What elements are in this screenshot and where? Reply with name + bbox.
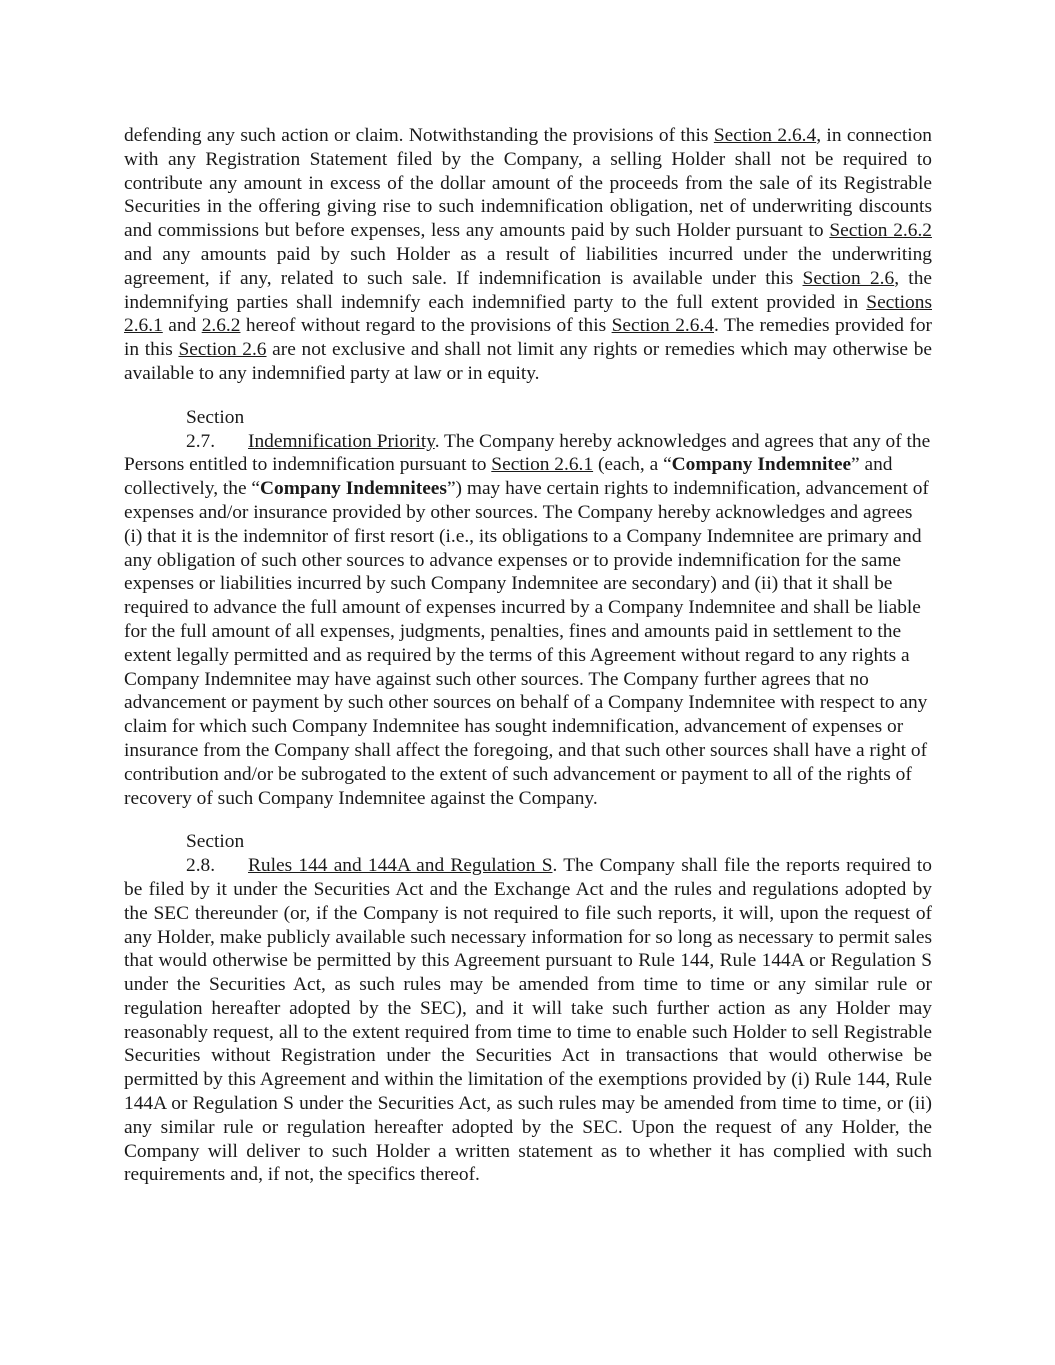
defined-term-company-indemnitees: Company Indemnitees	[260, 478, 447, 500]
para1-text-2: , in connection with any Registration Statement filed by the Company, a selling Holder shall not be required to contribute any amount in excess of the dollar amount of the proceeds from the sale of its Registrable Securities in the offering giving rise to such indemnification obligation, net of underwriting discounts and commissions but before expenses, less any amounts paid by such Holder pursuant to	[124, 125, 932, 242]
section-2-7-text-4: ”) may have certain rights to indemnification, advancement of expenses and/or insurance provided by other sources. The Company hereby acknowledges and agrees (i) that it is the indemnitor of first resort (i.e., its obligations to a Company Indemnitee are primary and any obligation of such other sources to advance expenses or to provide indemnification for the same expenses or liabilities incurred by such Company Indemnitee are secondary) and (ii) that it shall be required to advance the full amount of expenses incurred by a Company Indemnitee and shall be liable for the full amount of all expenses, judgments, penalties, fines and amounts paid in settlement to the extent legally permitted and as required by the terms of this Agreement without regard to any rights a Company Indemnitee may have against such other sources. The Company further agrees that no advancement or payment by such other sources on behalf of a Company Indemnitee with respect to any claim for which such Company Indemnitee has sought indemnification, advancement of expenses or insurance from the Company shall affect the foregoing, and that such other sources shall have a right of contribution and/or be subrogated to the extent of such advancement or payment to all of the rights of recovery of such Company Indemnitee against the Company.	[124, 478, 929, 809]
para1-text-3: and any amounts paid by such Holder as a result of liabilities incurred under the underwriting agreement, if any, related to such sale. If indemnification is available under this	[124, 243, 932, 289]
section-ref-2-6-4-second: Section 2.6.4	[611, 315, 714, 337]
section-2-7-number: Section 2.7.	[186, 406, 245, 452]
section-2-7-title: Indemnification Priority	[248, 430, 435, 452]
para1-text-4: , the indemnifying parties shall indemnify each indemnified party to the full extent provided in	[124, 267, 932, 313]
para1-text-1: defending any such action or claim. Notwithstanding the provisions of this	[124, 125, 714, 146]
section-ref-2-6-2-short: 2.6.2	[201, 315, 241, 337]
document-page	[124, 124, 932, 1187]
section-2-7-text-2: (each, a “	[593, 454, 672, 476]
para1-text-8: are not exclusive and shall not limit any rights or remedies which may otherwise be available to any indemnified party at law or in equity.	[124, 339, 933, 384]
defined-term-company-indemnitee: Company Indemnitee	[671, 454, 852, 476]
section-ref-2-6-4: Section 2.6.4	[713, 125, 817, 146]
section-2-7-ref-2-6-1: Section 2.6.1	[491, 454, 594, 476]
section-ref-2-6-1: Sections 2.6.1	[124, 291, 932, 337]
para1-text-7: . The remedies provided for in this	[124, 315, 932, 361]
section-2-7-text-1: . The Company hereby acknowledges and agrees that any of the Persons entitled to indemnification pursuant to	[124, 430, 931, 476]
section-2-8-number: Section 2.8.	[186, 831, 245, 877]
section-2-7	[124, 406, 932, 811]
section-ref-2-6-2: Section 2.6.2	[829, 220, 932, 242]
paragraph-indemnification-contribution	[124, 124, 932, 386]
paragraph-spacer	[124, 810, 932, 830]
section-ref-2-6: Section 2.6	[802, 267, 895, 289]
section-ref-2-6-second: Section 2.6	[178, 339, 267, 361]
section-2-8-body: . The Company shall file the reports required to be filed by it under the Securities Act and the Exchange Act and the rules and regulations adopted by the SEC thereunder (or, if the Company is not required to file such reports, it will, upon the request of any Holder, make publicly available such necessary information for so long as necessary to permit sales that would otherwise be permitted by this Agreement pursuant to Rule 144, Rule 144A or Regulation S under the Securities Act, as such rules may be amended from time to time or any similar rule or regulation hereafter adopted by the SEC), and it will take such further action as any Holder may reasonably request, all to the extent required from time to time to enable such Holder to sell Registrable Securities without Registration under the Securities Act in transactions that would otherwise be permitted by this Agreement and within the limitation of the exemptions provided by (i) Rule 144, Rule 144A or Regulation S under the Securities Act, as such rules may be amended from time to time, or (ii) any similar rule or regulation hereafter adopted by the SEC. Upon the request of any Holder, the Company will deliver to such Holder a written statement as to whether it has complied with such requirements and, if not, the specifics thereof.	[124, 855, 932, 1186]
section-2-8	[124, 830, 932, 1187]
section-2-7-text-3: ” and collectively, the “	[124, 454, 893, 500]
section-2-8-title: Rules 144 and 144A and Regulation S	[248, 855, 553, 877]
para1-text-5: and	[162, 315, 202, 337]
para1-text-6: hereof without regard to the provisions of this	[240, 315, 612, 337]
paragraph-spacer	[124, 386, 932, 406]
